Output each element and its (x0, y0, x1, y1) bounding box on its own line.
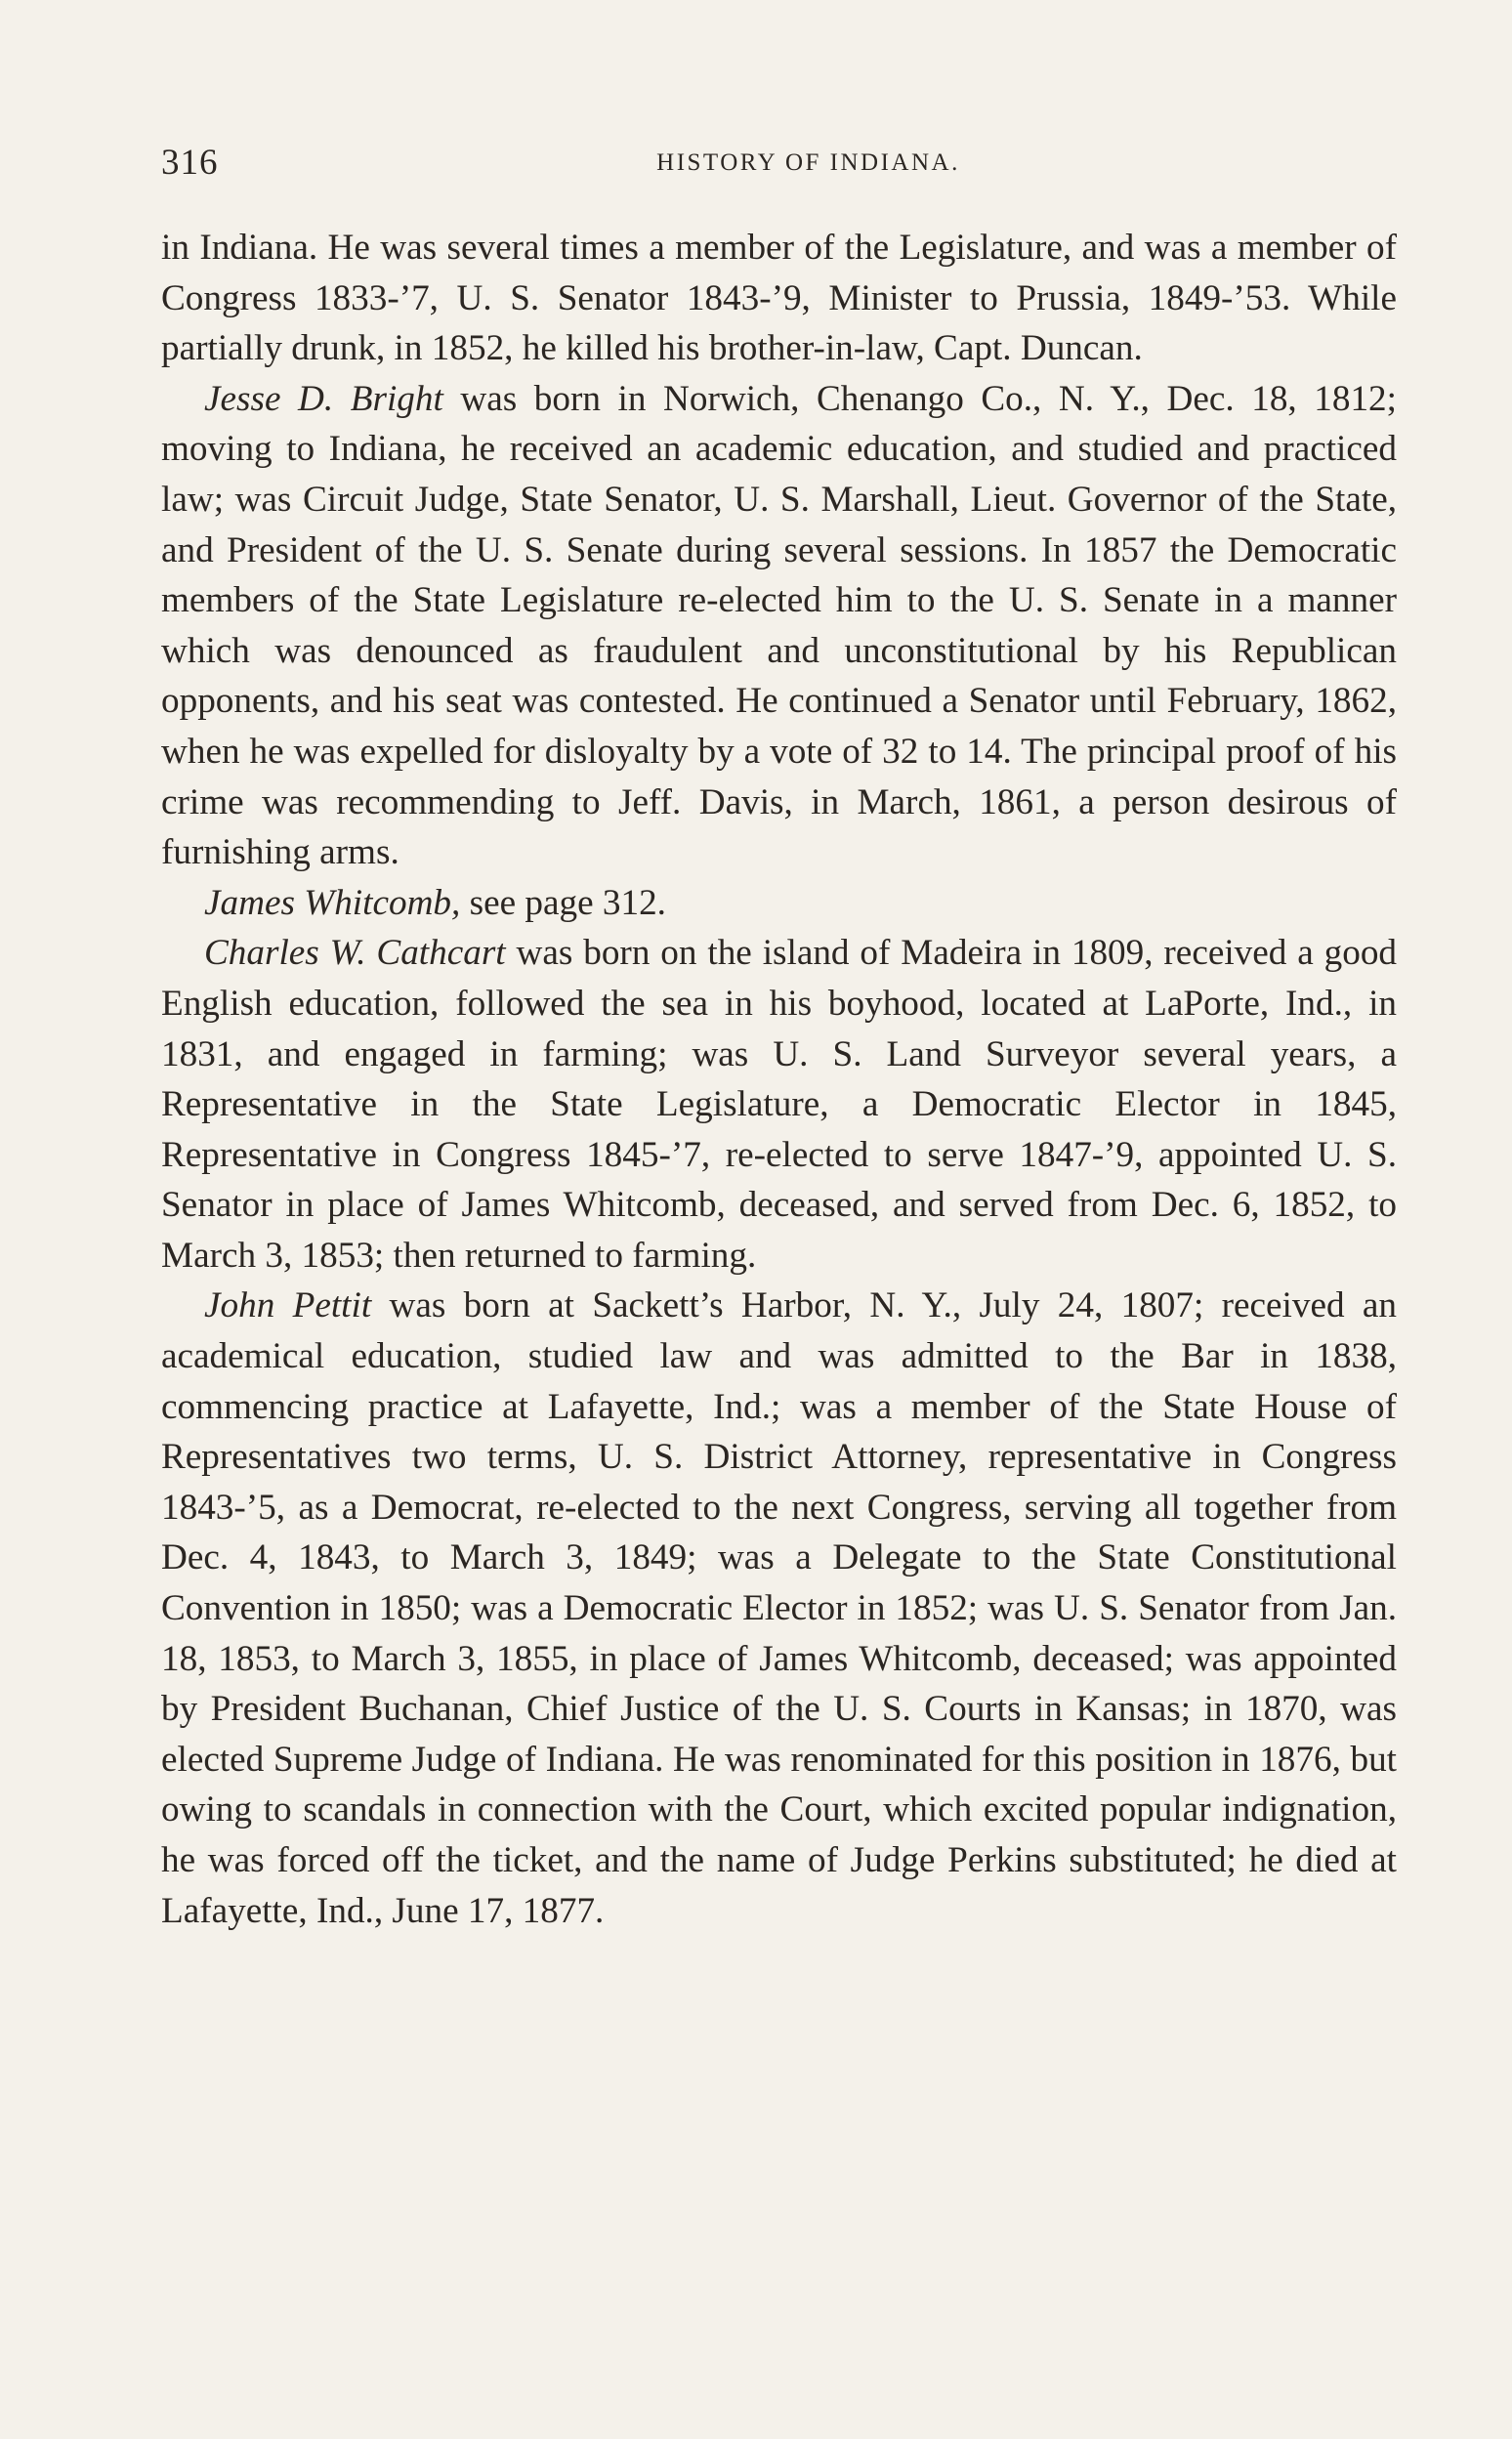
paragraph-text: see page 312. (460, 882, 666, 923)
paragraph-john-pettit (161, 1281, 1397, 1936)
paragraph-text: was born on the island of Madeira in 1809, received a good English education, followed the sea in his boyhood, located at LaPorte, Ind., in 1831, and engaged in farming; was U. S. Land Surveyor several years, a Representative in the State Legislature, a Democratic Elector in 1845, Representative in Congress 1845-’7, re-elected to serve 1847-’9, appointed U. S. Senator in place of James Whitcomb, deceased, and served from Dec. 6, 1852, to March 3, 1853; then returned to farming. (161, 933, 1398, 1276)
paragraph-text: was born at Sackett’s Harbor, N. Y., July 24, 1807; received an academical education, studied law and was admitted to the Bar in 1838, commencing practice at Lafayette, Ind.; was a member of the State House of Representatives two terms, U. S. District Attorney, representative in Congress 1843-’5, as a Democrat, re-elected to the next Congress, serving all together from Dec. 4, 1843, to March 3, 1849; was a Delegate to the State Constitutional Convention in 1850; was a Democratic Elector in 1852; was U. S. Senator from Jan. 18, 1853, to March 3, 1855, in place of James Whitcomb, deceased; was appointed by President Buchanan, Chief Justice of the U. S. Courts in Kansas; in 1870, was elected Supreme Judge of Indiana. He was renominated for this position in 1876, but owing to scandals in connection with the Court, which excited popular indignation, he was forced off the ticket, and the name of Judge Perkins substituted; he died at Lafayette, Ind., June 17, 1877. (161, 1285, 1397, 1931)
paragraph-jesse-d-bright (161, 374, 1397, 878)
running-head: HISTORY OF INDIANA. (656, 149, 960, 176)
paragraph-james-whitcomb (161, 878, 1397, 929)
paragraph-continuation (161, 223, 1397, 374)
biography-name: Jesse D. Bright (204, 378, 443, 419)
paragraph-text: in Indiana. He was several times a member of the Legislature, and was a member of Congress 1833-’7, U. S. Senator 1843-’9, Minister to Prussia, 1849-’53. While partially drunk, in 1852, he killed his brother-in-law, Capt. Duncan. (161, 228, 1397, 369)
biography-name: Charles W. Cathcart (204, 933, 506, 974)
paragraph-text: was born in Norwich, Chenango Co., N. Y., Dec. 18, 1812; moving to Indiana, he received an academic education, and studied and practiced law; was Circuit Judge, State Senator, U. S. Marshall, Lieut. Governor of the State, and President of the U. S. Senate during several sessions. In 1857 the Democratic members of the State Legislature re-elected him to the U. S. Senate in a manner which was denounced as fraudulent and unconstitutional by his Republican opponents, and his seat was contested. He continued a Senator until February, 1862, when he was expelled for disloyalty by a vote of 32 to 14. The principal proof of his crime was recommending to Jeff. Davis, in March, 1861, a person desirous of furnishing arms. (161, 378, 1397, 873)
body-text (161, 223, 1397, 1936)
paragraph-charles-w-cathcart (161, 928, 1397, 1281)
biography-name: John Pettit (204, 1285, 372, 1326)
biography-name: James Whitcomb, (204, 882, 461, 923)
page-number: 316 (161, 143, 219, 183)
page-header (161, 142, 1397, 190)
